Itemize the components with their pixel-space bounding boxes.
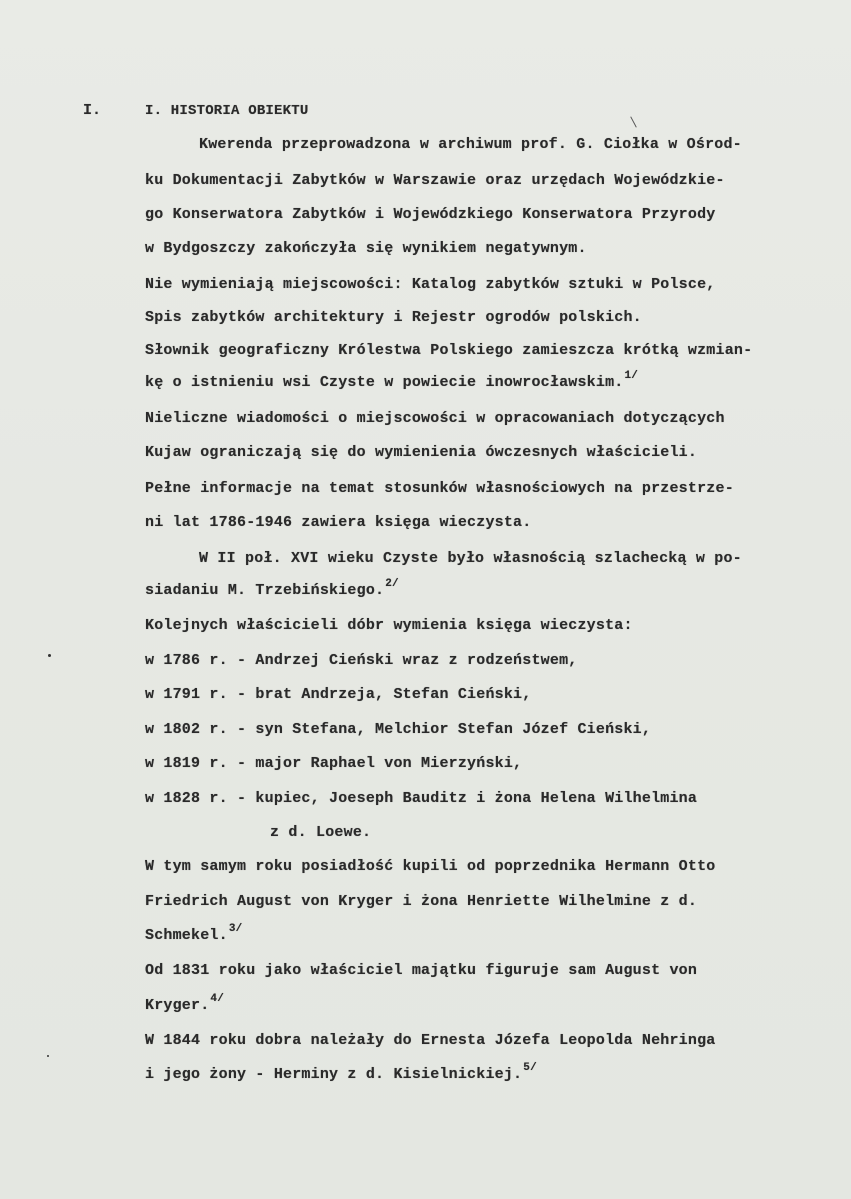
paragraph-line-3: go Konserwatora Zabytków i Wojewódzkiego Konserwatora Przyrody	[145, 206, 716, 223]
section-heading: I. HISTORIA OBIEKTU	[145, 103, 309, 119]
paragraph-line-18-text: Schmekel.	[145, 927, 228, 944]
paragraph-line-8-text: kę o istnieniu wsi Czyste w powiecie inowrocławskim.	[145, 374, 624, 391]
paragraph-line-11: Pełne informacje na temat stosunków własnościowych na przestrze-	[145, 480, 734, 497]
paragraph-line-4: w Bydgoszczy zakończyła się wynikiem negatywnym.	[145, 240, 587, 257]
paragraph-line-2: ku Dokumentacji Zabytków w Warszawie oraz urzędach Wojewódzkie-	[145, 172, 725, 189]
paragraph-line-21: W 1844 roku dobra należały do Ernesta Józefa Leopolda Nehringa	[145, 1032, 716, 1049]
owner-line-1828-cont: z d. Loewe.	[270, 824, 372, 841]
paper-speck	[48, 654, 51, 657]
paper-speck	[47, 1055, 49, 1057]
paragraph-line-5: Nie wymieniają miejscowości: Katalog zabytków sztuki w Polsce,	[145, 276, 716, 293]
paragraph-line-19: Od 1831 roku jako właściciel majątku figuruje sam August von	[145, 962, 698, 979]
paragraph-line-14-text: siadaniu M. Trzebińskiego.	[145, 582, 385, 599]
footnote-marker-5: 5/	[523, 1062, 537, 1074]
footnote-marker-2: 2/	[385, 578, 399, 590]
paragraph-line-15: Kolejnych właścicieli dóbr wymienia księga wieczysta:	[145, 617, 633, 634]
paragraph-line-16: W tym samym roku posiadłość kupili od poprzednika Hermann Otto	[145, 858, 716, 875]
paragraph-line-8	[145, 370, 639, 393]
paragraph-line-1: Kwerenda przeprowadzona w archiwum prof. G. Ciołka w Ośrod-	[199, 136, 742, 153]
paragraph-line-20-text: Kryger.	[145, 997, 210, 1014]
paragraph-line-17: Friedrich August von Kryger i żona Henriette Wilhelmine z d.	[145, 893, 698, 910]
footnote-marker-1: 1/	[624, 370, 639, 382]
owner-line-1819: w 1819 r. - major Raphael von Mierzyński,	[145, 755, 523, 772]
paragraph-line-12: ni lat 1786-1946 zawiera księga wieczysta.	[145, 514, 532, 531]
paragraph-line-9: Nieliczne wiadomości o miejscowości w opracowaniach dotyczących	[145, 410, 725, 427]
pen-mark	[630, 116, 637, 127]
paragraph-line-10: Kujaw ograniczają się do wymienienia ówczesnych właścicieli.	[145, 444, 698, 461]
owner-line-1791: w 1791 r. - brat Andrzeja, Stefan Cieński,	[145, 686, 532, 703]
paragraph-line-13: W II poł. XVI wieku Czyste było własnością szlachecką w po-	[199, 550, 742, 567]
owner-line-1828: w 1828 r. - kupiec, Joeseph Bauditz i żona Helena Wilhelmina	[145, 790, 698, 807]
paragraph-line-22	[145, 1062, 537, 1085]
paragraph-line-14	[145, 578, 399, 601]
paragraph-line-7: Słownik geograficzny Królestwa Polskiego zamieszcza krótką wzmian-	[145, 342, 753, 359]
paragraph-line-22-text: i jego żony - Herminy z d. Kisielnickiej.	[145, 1066, 523, 1083]
paragraph-line-6: Spis zabytków architektury i Rejestr ogrodów polskich.	[145, 309, 642, 326]
footnote-marker-4: 4/	[210, 993, 225, 1005]
footnote-marker-3: 3/	[228, 923, 243, 935]
paragraph-line-20	[145, 993, 225, 1016]
owner-line-1786: w 1786 r. - Andrzej Cieński wraz z rodzeństwem,	[145, 652, 578, 669]
owner-line-1802: w 1802 r. - syn Stefana, Melchior Stefan Józef Cieński,	[145, 721, 652, 738]
paragraph-line-18	[145, 923, 243, 946]
section-number: I.	[83, 102, 102, 119]
